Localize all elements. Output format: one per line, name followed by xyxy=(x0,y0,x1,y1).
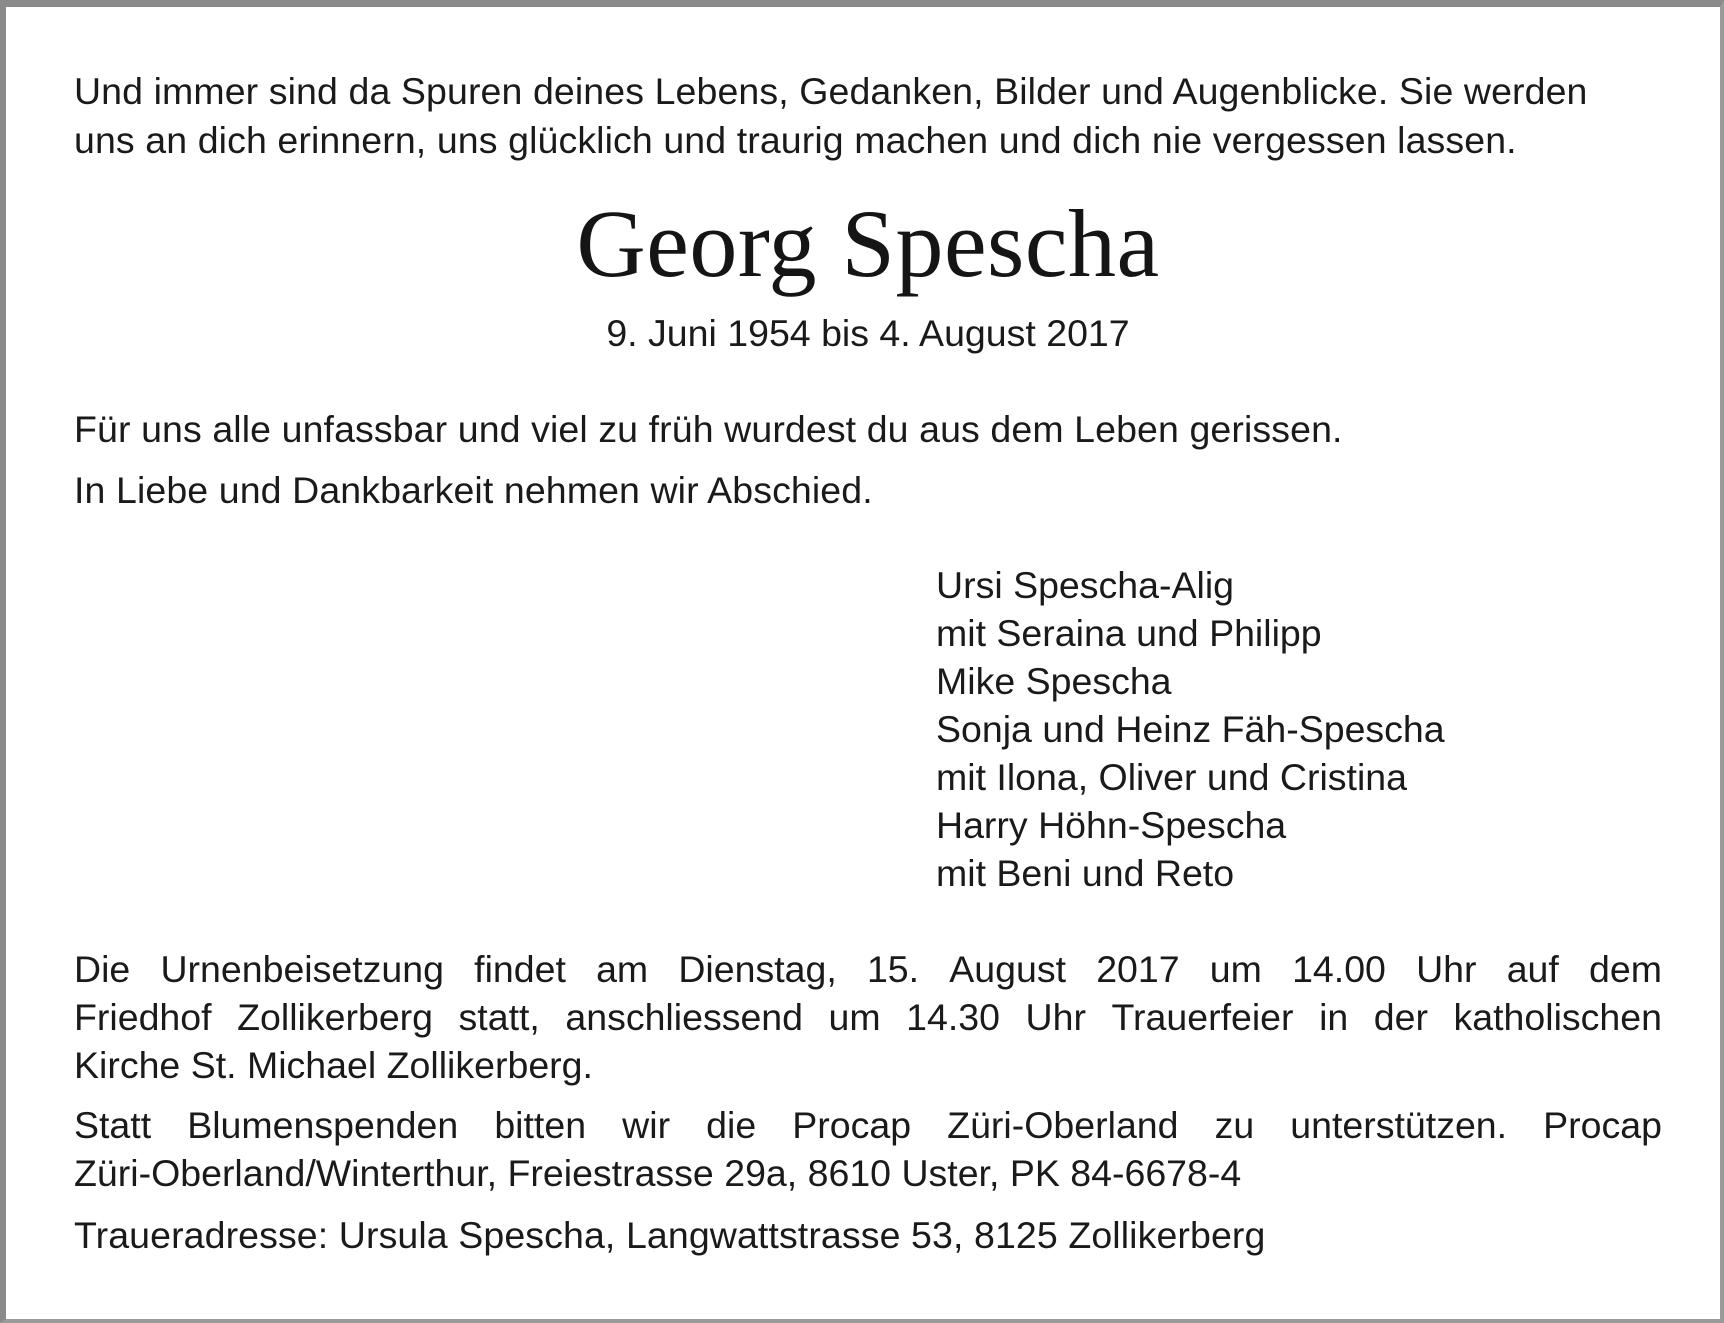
word: katholischen xyxy=(1453,996,1662,1038)
family-member: Sonja und Heinz Fäh-Spescha xyxy=(936,708,1445,750)
word: um xyxy=(1209,948,1262,990)
word: 14.30 xyxy=(906,996,1001,1038)
donation-line-2: Züri-Oberland/Winterthur, Freiestrasse 29a, 8610 Uster, PK 84-6678-4 xyxy=(74,1152,1242,1194)
family-member: Mike Spescha xyxy=(936,660,1172,702)
intro-line-1: Und immer sind da Spuren deines Lebens, Gedanken, Bilder und Augenblicke. Sie werden xyxy=(74,70,1588,112)
word: 15. xyxy=(866,948,920,990)
donation-line-1 xyxy=(74,1101,1662,1149)
word: in xyxy=(1319,996,1349,1038)
word: Procap xyxy=(792,1104,912,1146)
word: Uhr xyxy=(1025,996,1086,1038)
intro-verse xyxy=(74,67,1664,165)
word: Friedhof xyxy=(74,996,212,1038)
word: statt, xyxy=(458,996,540,1038)
word: 2017 xyxy=(1096,948,1180,990)
word: unterstützen. xyxy=(1290,1104,1508,1146)
farewell-line-2: In Liebe und Dankbarkeit nehmen wir Abschied. xyxy=(74,469,873,511)
word: der xyxy=(1373,996,1428,1038)
ceremony-line-1 xyxy=(74,945,1662,993)
word: Urnenbeisetzung xyxy=(160,948,444,990)
word: wir xyxy=(622,1104,671,1146)
word: zu xyxy=(1214,1104,1255,1146)
word: findet xyxy=(474,948,566,990)
word: bitten xyxy=(494,1104,587,1146)
word: 14.00 xyxy=(1292,948,1386,990)
word: dem xyxy=(1589,948,1662,990)
word: Zollikerberg xyxy=(237,996,434,1038)
life-dates: 9. Juni 1954 bis 4. August 2017 xyxy=(606,312,1130,354)
word: Trauerfeier xyxy=(1111,996,1294,1038)
word: Züri-Oberland xyxy=(947,1104,1179,1146)
word: August xyxy=(949,948,1067,990)
word: Die xyxy=(74,948,131,990)
word: um xyxy=(828,996,881,1038)
ceremony-line-3: Kirche St. Michael Zollikerberg. xyxy=(74,1044,593,1086)
word: Procap xyxy=(1543,1104,1662,1146)
word: Uhr xyxy=(1416,948,1477,990)
mourning-address: Traueradresse: Ursula Spescha, Langwattstrasse 53, 8125 Zollikerberg xyxy=(74,1214,1266,1256)
word: anschliessend xyxy=(565,996,804,1038)
word: auf xyxy=(1506,948,1559,990)
family-member: Ursi Spescha-Alig xyxy=(936,564,1235,606)
family-member: mit Beni und Reto xyxy=(936,852,1235,894)
family-member: Harry Höhn-Spescha xyxy=(936,804,1287,846)
word: am xyxy=(596,948,649,990)
donation-info xyxy=(74,1101,1662,1197)
ceremony-line-2 xyxy=(74,993,1662,1041)
word: Statt xyxy=(74,1104,152,1146)
family-signatures xyxy=(936,561,1445,897)
ceremony-info xyxy=(74,945,1662,1089)
family-member: mit Ilona, Oliver und Cristina xyxy=(936,756,1408,798)
word: Blumenspenden xyxy=(187,1104,459,1146)
intro-line-2: uns an dich erinnern, uns glücklich und traurig machen und dich nie vergessen lassen. xyxy=(74,119,1517,161)
word: die xyxy=(706,1104,757,1146)
deceased-name: Georg Spescha xyxy=(576,190,1160,297)
family-member: mit Seraina und Philipp xyxy=(936,612,1322,654)
word: Dienstag, xyxy=(678,948,837,990)
farewell-line-1: Für uns alle unfassbar und viel zu früh wurdest du aus dem Leben gerissen. xyxy=(74,408,1343,450)
